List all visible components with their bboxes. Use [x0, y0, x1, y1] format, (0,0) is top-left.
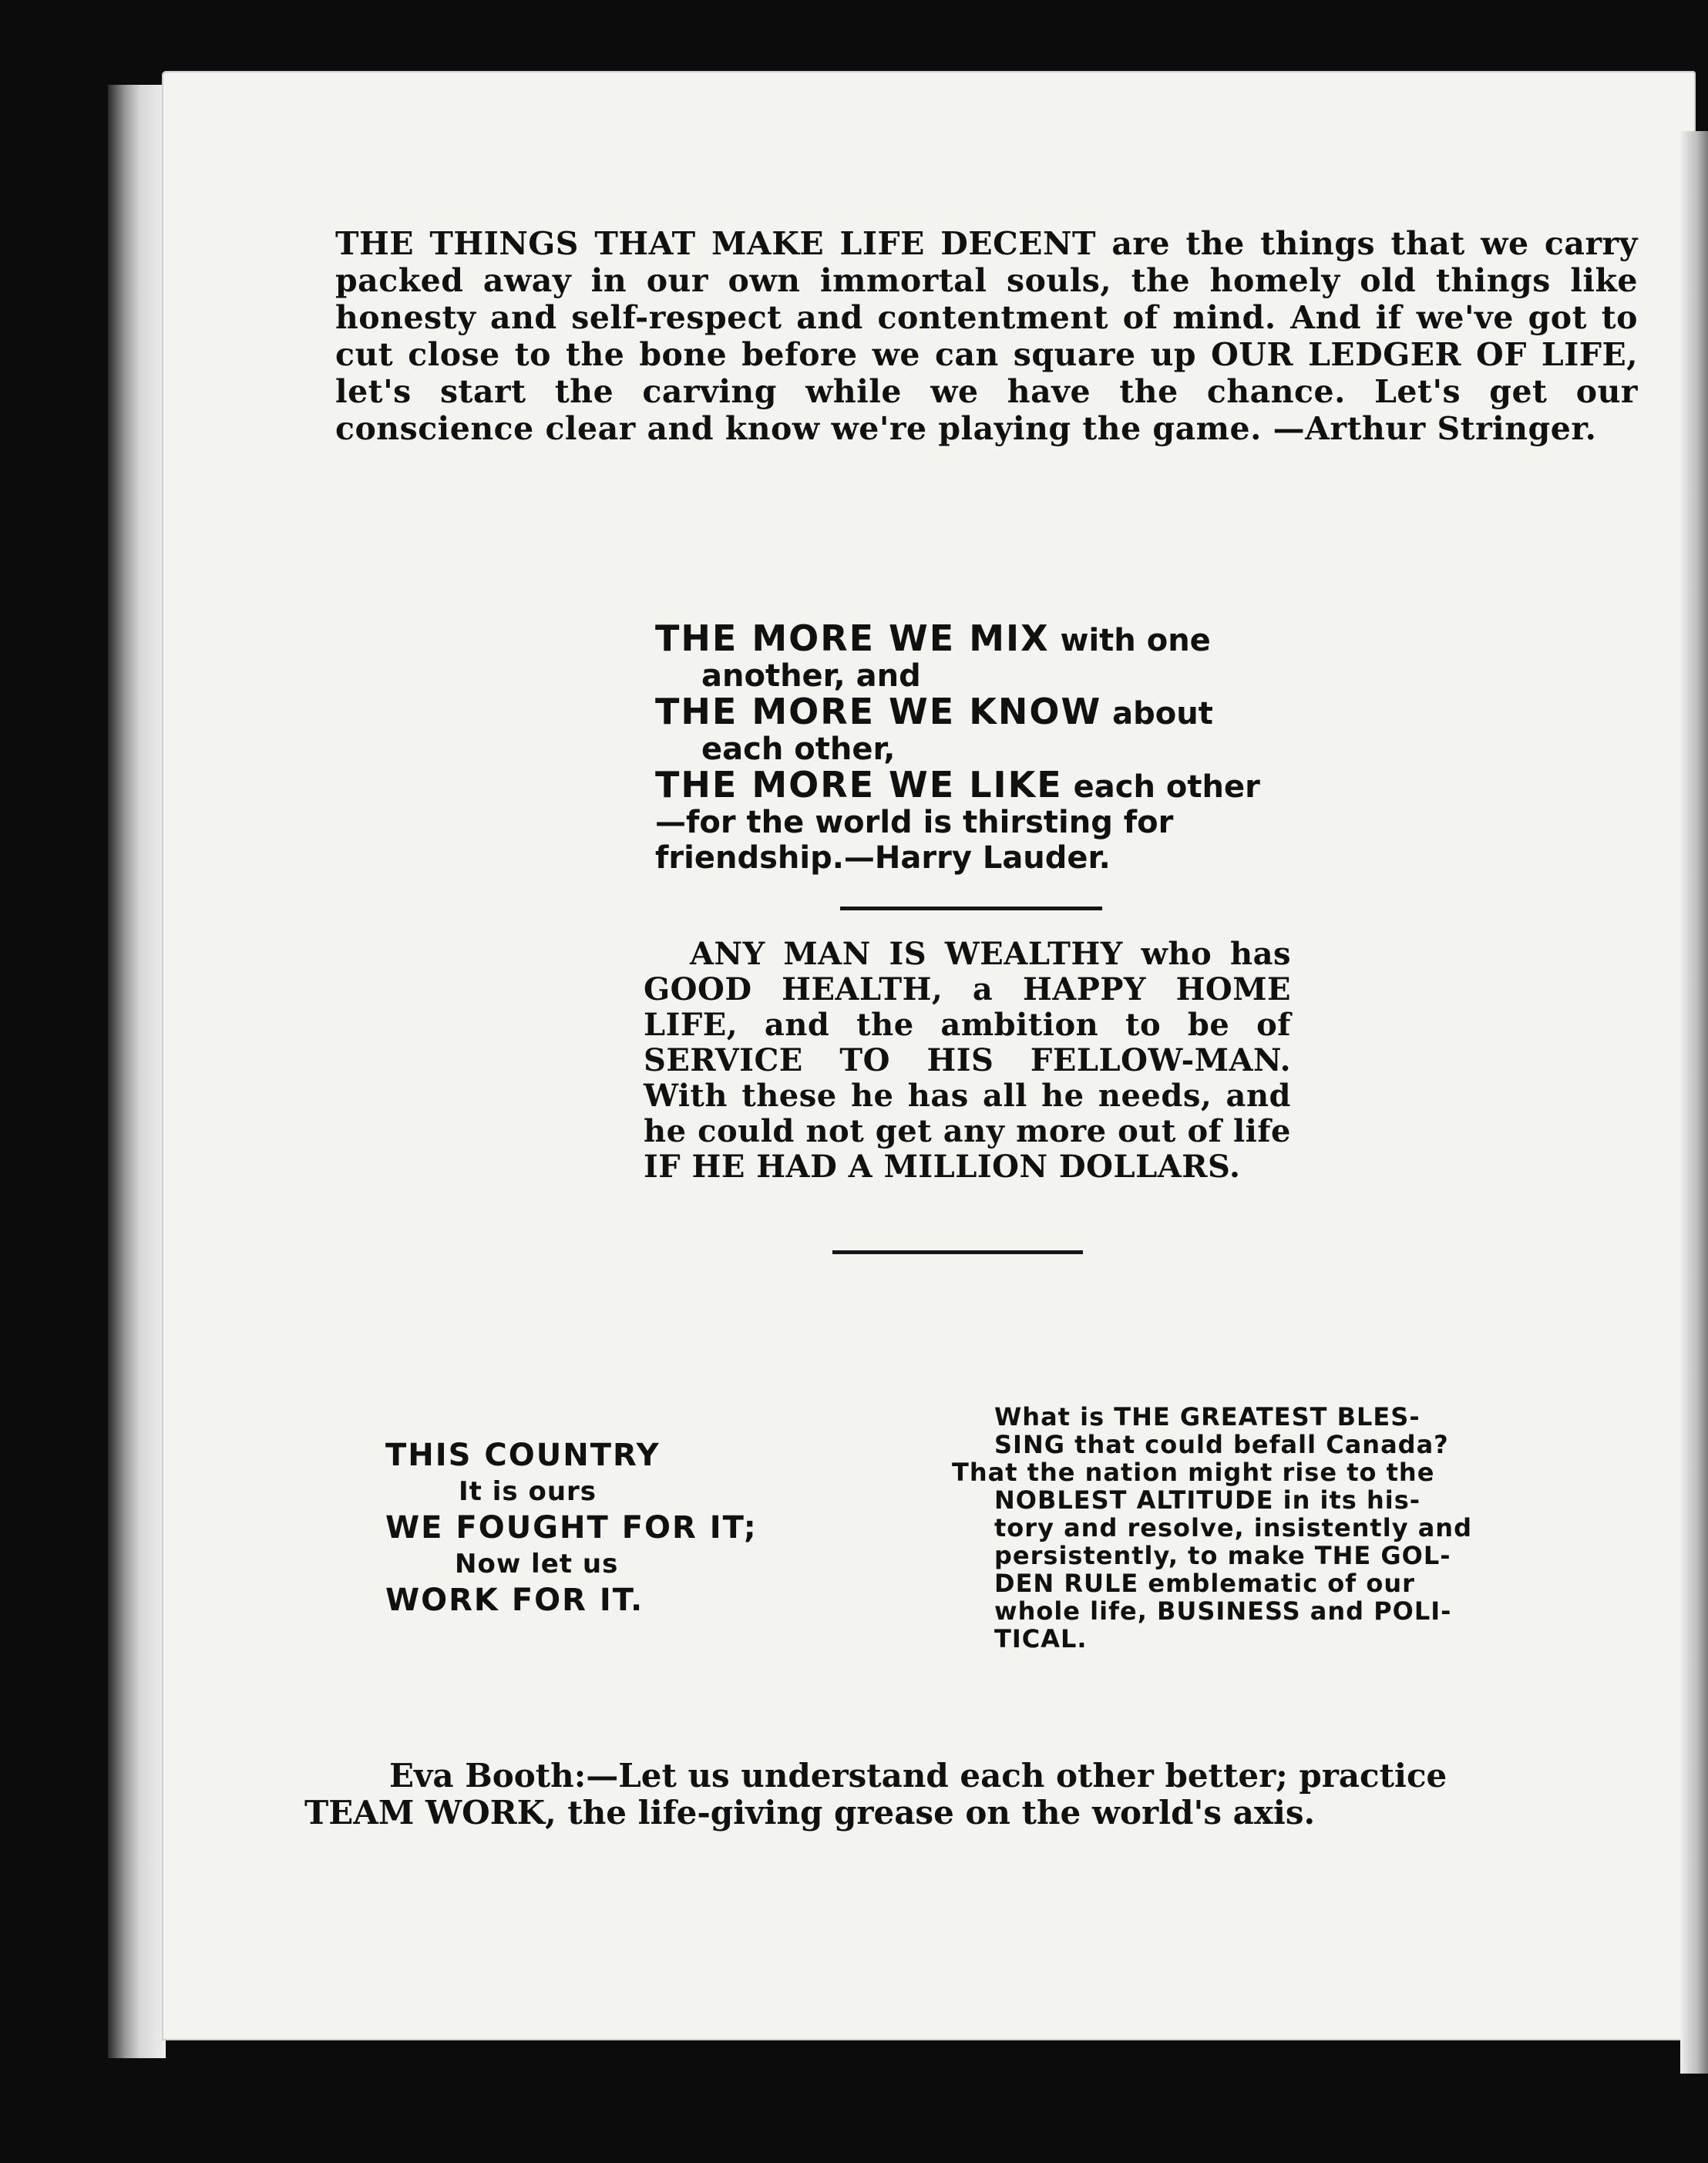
lauder-line-6: —for the world is thirsting for: [655, 805, 1174, 840]
lauder-line-3-rest: about: [1101, 696, 1213, 732]
stringer-lead: THE THINGS THAT MAKE LIFE DECENT: [335, 225, 1096, 262]
country-line-5: WORK FOR IT.: [385, 1583, 644, 1618]
blessing-line-4: NOBLEST ALTITUDE in its his-: [994, 1485, 1421, 1515]
lauder-line-3-caps: THE MORE WE KNOW: [655, 691, 1102, 732]
booth-quote: [304, 1758, 1584, 1832]
lauder-line-1: [655, 617, 1295, 659]
blessing-line-1: What is THE GREATEST BLES-: [994, 1402, 1421, 1431]
divider-rule: [832, 1250, 1083, 1254]
lauder-line-5-caps: THE MORE WE LIKE: [655, 764, 1063, 806]
lauder-line-4: each other,: [701, 732, 896, 767]
blessing-quote: [952, 1403, 1599, 1653]
divider-rule: [840, 907, 1102, 910]
lauder-line-2: another, and: [701, 658, 921, 694]
blessing-line-8: whole life, BUSINESS and POLI-: [994, 1596, 1452, 1626]
booth-line-2: TEAM WORK, the life-giving grease on the world's axis.: [304, 1794, 1316, 1832]
wealthy-quote: ANY MAN IS WEALTHY who has GOOD HEALTH, a HAPPY HOME LIFE, and the ambition to be of SERVICE TO HIS FELLOW-MAN. With these he has all he needs, and he could not get any more out of life IF HE HAD A MILLION DOLLARS.: [644, 936, 1291, 1185]
blessing-line-2: SING that could befall Canada?: [994, 1430, 1449, 1459]
lauder-line-5: [655, 764, 1295, 806]
country-line-4: Now let us: [455, 1549, 619, 1579]
lauder-line-3: [655, 691, 1295, 732]
lauder-line-1-caps: THE MORE WE MIX: [655, 617, 1050, 659]
blessing-line-9: TICAL.: [994, 1624, 1088, 1653]
country-quote: [385, 1438, 879, 1619]
lauder-line-7: friendship.—Harry Lauder.: [655, 840, 1111, 876]
stringer-quote: [335, 225, 1638, 447]
country-line-2: It is ours: [459, 1476, 597, 1507]
lauder-line-1-rest: with one: [1049, 623, 1211, 658]
lauder-line-5-rest: each other: [1062, 769, 1260, 805]
blessing-line-7: DEN RULE emblematic of our: [994, 1569, 1415, 1598]
blessing-line-3: That the nation might rise to the: [952, 1458, 1435, 1487]
lauder-quote: [655, 617, 1295, 876]
blessing-line-6: persistently, to make THE GOL-: [994, 1541, 1451, 1570]
blessing-line-5: tory and resolve, insistently and: [994, 1513, 1472, 1542]
page-edge-left: [108, 85, 166, 2058]
booth-line-1: Eva Booth:—Let us understand each other better; practice: [389, 1757, 1447, 1795]
page-edge-right: [1680, 131, 1708, 2074]
stringer-text: are the things that we carry packed away in our own immortal souls, the homely old things like honesty and self-respect and contentment of mind. And if we've got to cut close to the bone before we can square up OUR LEDGER OF LIFE, let's start the carving while we have the chance. Let's get our conscience clear and know we're playing the game. —Arthur Stringer.: [335, 225, 1638, 447]
country-line-1: THIS COUNTRY: [385, 1438, 661, 1473]
country-line-3: WE FOUGHT FOR IT;: [385, 1510, 758, 1546]
